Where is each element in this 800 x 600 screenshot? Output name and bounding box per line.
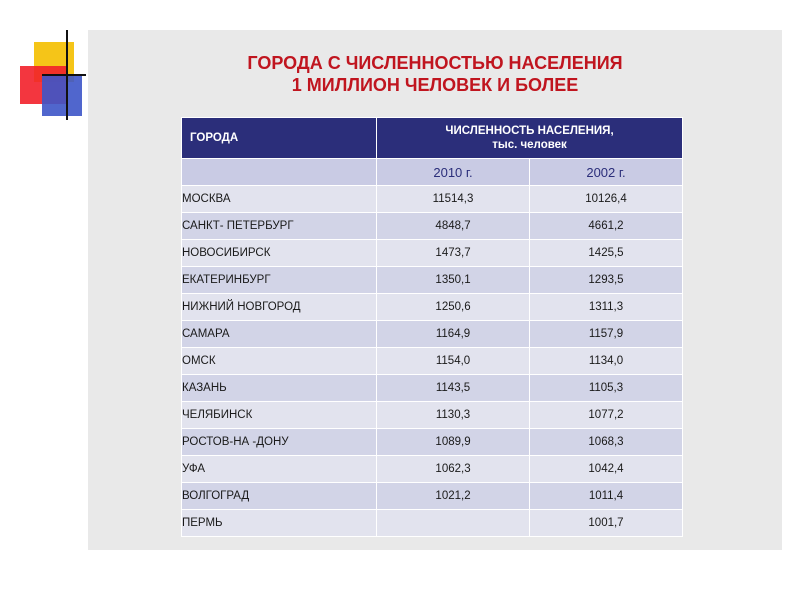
title-line-2: 1 МИЛЛИОН ЧЕЛОВЕК И БОЛЕЕ xyxy=(291,75,579,95)
value-2010-cell: 1164,9 xyxy=(377,321,530,348)
value-2010-cell: 11514,3 xyxy=(377,186,530,213)
table-row xyxy=(182,510,683,537)
value-2010-cell: 1130,3 xyxy=(377,402,530,429)
table-row xyxy=(182,402,683,429)
table-row xyxy=(182,294,683,321)
value-2002-cell: 1157,9 xyxy=(530,321,683,348)
table-row xyxy=(182,240,683,267)
table-row xyxy=(182,348,683,375)
value-2010-cell: 1021,2 xyxy=(377,483,530,510)
table-row xyxy=(182,483,683,510)
value-2002-cell: 10126,4 xyxy=(530,186,683,213)
value-2010-cell: 1473,7 xyxy=(377,240,530,267)
value-2002-cell: 1134,0 xyxy=(530,348,683,375)
value-2010-cell: 1250,6 xyxy=(377,294,530,321)
table-row xyxy=(182,321,683,348)
year-row-empty-cell xyxy=(182,159,377,186)
table-row xyxy=(182,429,683,456)
city-cell: САМАРА xyxy=(182,321,377,348)
value-2002-cell: 4661,2 xyxy=(530,213,683,240)
city-cell: ЧЕЛЯБИНСК xyxy=(182,402,377,429)
city-cell: УФА xyxy=(182,456,377,483)
value-2002-cell: 1311,3 xyxy=(530,294,683,321)
value-2010-cell: 1154,0 xyxy=(377,348,530,375)
value-2002-cell: 1068,3 xyxy=(530,429,683,456)
population-header-line-2: тыс. человек xyxy=(492,139,567,151)
city-cell: ПЕРМЬ xyxy=(182,510,377,537)
column-header-2002: 2002 г. xyxy=(530,159,683,186)
value-2010-cell: 1143,5 xyxy=(377,375,530,402)
value-2002-cell: 1077,2 xyxy=(530,402,683,429)
value-2002-cell: 1293,5 xyxy=(530,267,683,294)
city-cell: ЕКАТЕРИНБУРГ xyxy=(182,267,377,294)
population-header-line-1: ЧИСЛЕННОСТЬ НАСЕЛЕНИЯ, xyxy=(445,125,614,137)
decor-blue-square xyxy=(42,74,82,116)
column-header-city: ГОРОДА xyxy=(182,118,377,159)
value-2002-cell: 1001,7 xyxy=(530,510,683,537)
column-header-population xyxy=(377,118,683,159)
title-line-1: ГОРОДА С ЧИСЛЕННОСТЬЮ НАСЕЛЕНИЯ xyxy=(247,53,623,73)
value-2002-cell: 1042,4 xyxy=(530,456,683,483)
table-row xyxy=(182,375,683,402)
value-2010-cell: 1350,1 xyxy=(377,267,530,294)
table-header-row xyxy=(182,118,683,159)
city-cell: МОСКВА xyxy=(182,186,377,213)
value-2010-cell: 4848,7 xyxy=(377,213,530,240)
city-cell: РОСТОВ-НА -ДОНУ xyxy=(182,429,377,456)
value-2010-cell xyxy=(377,510,530,537)
population-table xyxy=(181,117,683,537)
table-row xyxy=(182,186,683,213)
city-cell: ВОЛГОГРАД xyxy=(182,483,377,510)
city-cell: НИЖНИЙ НОВГОРОД xyxy=(182,294,377,321)
table-year-row xyxy=(182,159,683,186)
city-cell: САНКТ- ПЕТЕРБУРГ xyxy=(182,213,377,240)
value-2002-cell: 1011,4 xyxy=(530,483,683,510)
city-cell: НОВОСИБИРСК xyxy=(182,240,377,267)
value-2002-cell: 1425,5 xyxy=(530,240,683,267)
table-row xyxy=(182,267,683,294)
table-row xyxy=(182,213,683,240)
value-2010-cell: 1062,3 xyxy=(377,456,530,483)
table-row xyxy=(182,456,683,483)
column-header-2010: 2010 г. xyxy=(377,159,530,186)
city-cell: ОМСК xyxy=(182,348,377,375)
value-2002-cell: 1105,3 xyxy=(530,375,683,402)
value-2010-cell: 1089,9 xyxy=(377,429,530,456)
page-title xyxy=(88,52,782,96)
decor-horizontal-line xyxy=(42,74,86,76)
city-cell: КАЗАНЬ xyxy=(182,375,377,402)
